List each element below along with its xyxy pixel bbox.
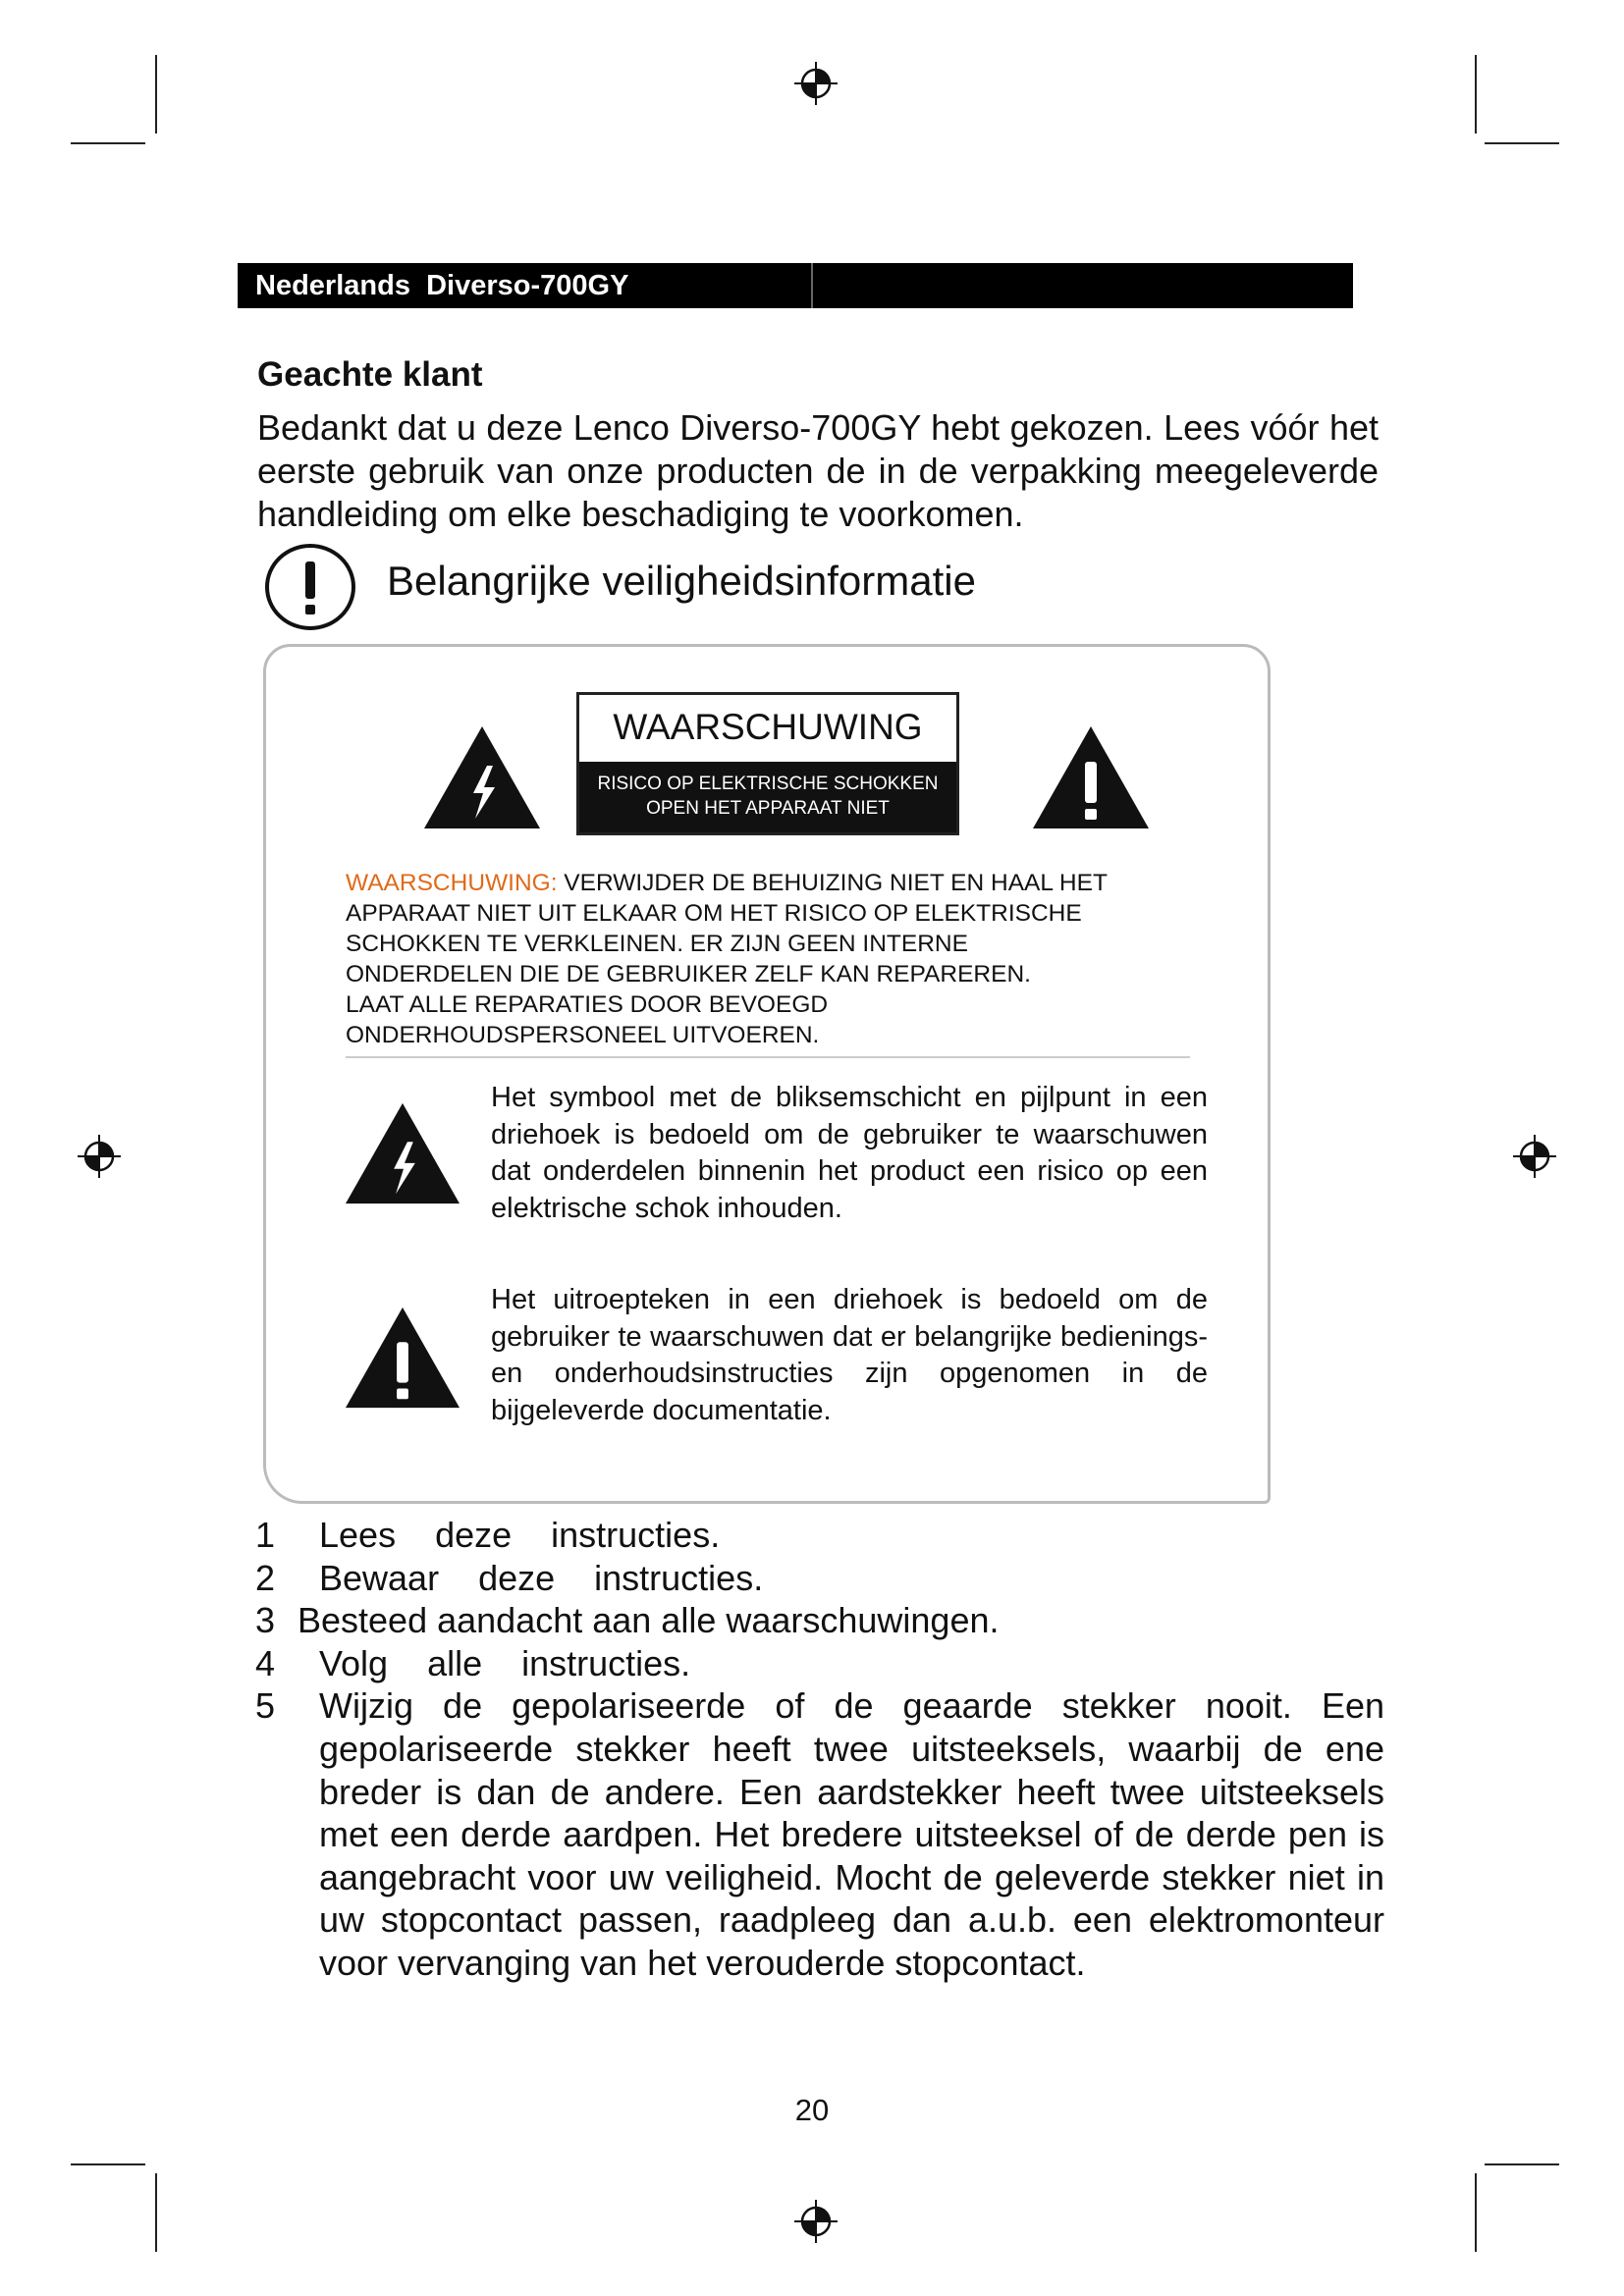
lightning-explanation: Het symbool met de bliksemschicht en pijlpunt in een driehoek is bedoeld om de gebruiker te waarschuwen dat onderdelen binnenin het product een risico op een elektrische schok inhouden. (491, 1082, 1208, 1224)
instruction-list (255, 1514, 1384, 1985)
list-item-text: Lees deze instructies. (319, 1515, 721, 1555)
warning-label-line1: RISICO OP ELEKTRISCHE SCHOKKEN (597, 774, 939, 794)
caution-line-1-text: VERWIJDER DE BEHUIZING NIET EN HAAL HET (557, 870, 1108, 896)
header-bar (238, 263, 1353, 308)
crop-mark (155, 2173, 157, 2252)
registration-mark-icon (793, 2199, 839, 2244)
list-item-number: 4 (255, 1642, 276, 1683)
caution-line-3: SCHOKKEN TE VERKLEINEN. ER ZIJN GEEN INTERNE (346, 931, 968, 957)
list-item-text: Besteed aandacht aan alle waarschuwingen. (298, 1600, 1000, 1641)
list-item (255, 1642, 1384, 1685)
caution-line-6: ONDERHOUDSPERSONEEL UITVOEREN. (346, 1022, 820, 1048)
safety-heading: Belangrijke veiligheidsinformatie (387, 558, 976, 604)
warning-label (576, 692, 959, 835)
registration-mark-icon (793, 61, 839, 106)
crop-mark (1475, 55, 1477, 133)
warning-label-title: WAARSCHUWING (613, 707, 923, 747)
header-model: Diverso-700GY (426, 270, 629, 301)
page-number: 20 (794, 2093, 830, 2127)
list-item-text: Bewaar deze instructies. (319, 1557, 764, 1598)
caution-line-1 (346, 868, 1210, 898)
header-title (255, 263, 628, 308)
registration-mark-icon (1512, 1134, 1557, 1179)
crop-mark (71, 142, 145, 144)
caution-line-2: APPARAAT NIET UIT ELKAAR OM HET RISICO OP ELEKTRISCHE (346, 900, 1082, 927)
list-item (255, 1557, 1384, 1600)
crop-mark (1475, 2173, 1477, 2252)
crop-mark (1485, 2163, 1559, 2165)
list-item-number: 1 (255, 1515, 276, 1555)
lightning-triangle-icon (344, 1099, 461, 1207)
crop-mark (1485, 142, 1559, 144)
list-item-number: 5 (255, 1685, 276, 1727)
warning-label-subtitle (579, 762, 956, 832)
warning-label-line2: OPEN HET APPARAAT NIET (646, 798, 890, 819)
exclamation-explanation: Het uitroepteken in een driehoek is bedoeld om de gebruiker te waarschuwen dat er belangrijke bedienings- en onderhoudsinstructies zijn opgenomen in de bijgeleverde documentatie. (491, 1284, 1208, 1426)
crop-mark (155, 55, 157, 133)
crop-mark (71, 2163, 145, 2165)
separator (346, 1056, 1190, 1058)
header-language: Nederlands (255, 270, 410, 301)
list-item (255, 1514, 1384, 1557)
greeting: Geachte klant (257, 355, 483, 394)
exclamation-triangle-icon (1031, 724, 1151, 830)
exclamation-triangle-icon (344, 1304, 461, 1412)
list-item (255, 1599, 1384, 1642)
list-item-text: Wijzig de gepolariseerde of de geaarde stekker nooit. Een gepolariseerde stekker heeft twee uitsteeksels, waarbij de ene breder is dan de andere. Een aardstekker heeft twee uitsteeksels met een derde aardpen. Het bredere uitsteeksel of de derde pen is aangebracht voor uw veiligheid. Mocht de geleverde stekker niet in uw stopcontact passen, raadpleeg dan a.u.b. een elektromonteur voor vervanging van het verouderde stopcontact. (319, 1685, 1384, 1983)
exclamation-circle-icon (263, 542, 357, 632)
lightning-triangle-icon (422, 724, 542, 830)
caution-text (346, 868, 1210, 1050)
caution-line-5: LAAT ALLE REPARATIES DOOR BEVOEGD (346, 991, 829, 1018)
intro-paragraph: Bedankt dat u deze Lenco Diverso-700GY hebt gekozen. Lees vóór het eerste gebruik van onze producten de in de verpakking meegeleverde handleiding om elke beschadiging te voorkomen. (257, 407, 1379, 534)
list-item-text: Volg alle instructies. (319, 1642, 691, 1683)
list-item (255, 1684, 1384, 1984)
caution-prefix: WAARSCHUWING: (346, 870, 558, 896)
caution-line-4: ONDERDELEN DIE DE GEBRUIKER ZELF KAN REPAREREN. (346, 961, 1031, 988)
registration-mark-icon (77, 1134, 122, 1179)
list-item-number: 3 (255, 1600, 276, 1641)
header-divider (811, 263, 813, 308)
list-item-number: 2 (255, 1557, 276, 1598)
